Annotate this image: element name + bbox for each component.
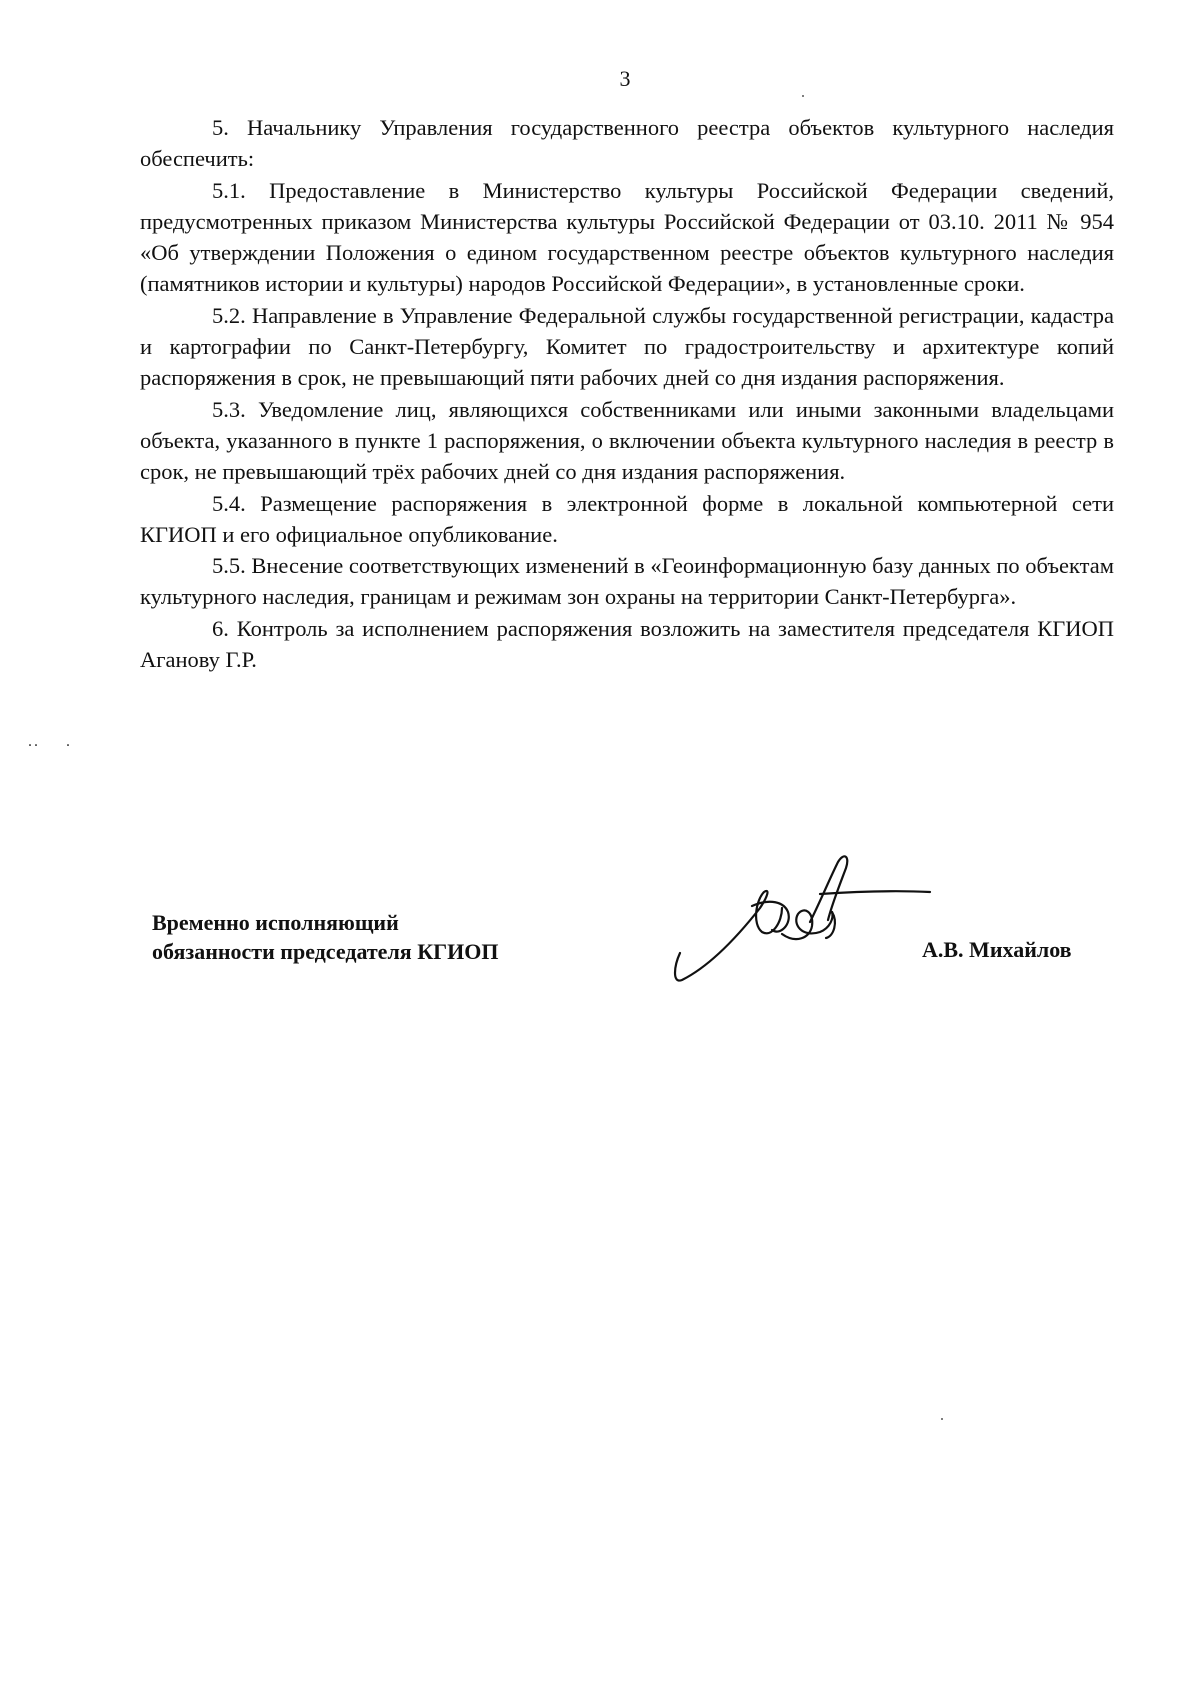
signatory-name: А.В. Михайлов — [922, 937, 1072, 962]
margin-mark-right: . — [66, 733, 72, 750]
scan-speck — [941, 1418, 943, 1420]
document-body — [140, 112, 1114, 675]
signatory-title-line1: Временно исполняющий — [152, 910, 399, 935]
paragraph-6: 6. Контроль за исполнением распоряжения возложить на заместителя председателя КГИОП Аганову Г.Р. — [140, 615, 1114, 673]
paragraph-5-2: 5.2. Направление в Управление Федеральной службы государственной регистрации, кадастра и картографии по Санкт-Петербургу, Комитет по градостроительству и архитектуре копий распоряжения в срок, не превышающий пяти рабочих дней со дня издания распоряжения. — [140, 302, 1114, 391]
paragraph-5-5: 5.5. Внесение соответствующих изменений в «Геоинформационную базу данных по объектам культурного наследия, границам и режимам зон охраны на территории Санкт-Петербурга». — [140, 553, 1114, 610]
margin-scan-marks — [28, 733, 72, 751]
signatory-title — [152, 908, 498, 966]
paragraph-5-3: 5.3. Уведомление лиц, являющихся собственниками или иными законными владельцами объекта, указанного в пункте 1 распоряжения, о включении объекта культурного наследия в реестр в срок, не превышающий трёх рабочих дней со дня издания распоряжения. — [140, 396, 1114, 485]
signatory-title-line2: обязанности председателя КГИОП — [152, 939, 499, 964]
paragraph-5-1: 5.1. Предоставление в Министерство культуры Российской Федерации сведений, предусмотренных приказом Министерства культуры Российской Федерации от 03.10. 2011 № 954 «Об утверждении Положения о едином государственном реестре объектов культурного наследия (памятников истории и культуры) народов Российской Федерации», в установленные сроки. — [140, 177, 1114, 297]
scan-speck — [802, 95, 804, 97]
paragraph-5: 5. Начальнику Управления государственного реестра объектов культурного наследия обеспечить: — [140, 115, 1114, 172]
handwritten-signature — [660, 848, 950, 988]
paragraph-5-4: 5.4. Размещение распоряжения в электронной форме в локальной компьютерной сети КГИОП и его официальное опубликование. — [140, 490, 1114, 547]
margin-mark-left: .. — [28, 733, 40, 750]
page-number: 3 — [619, 66, 631, 91]
